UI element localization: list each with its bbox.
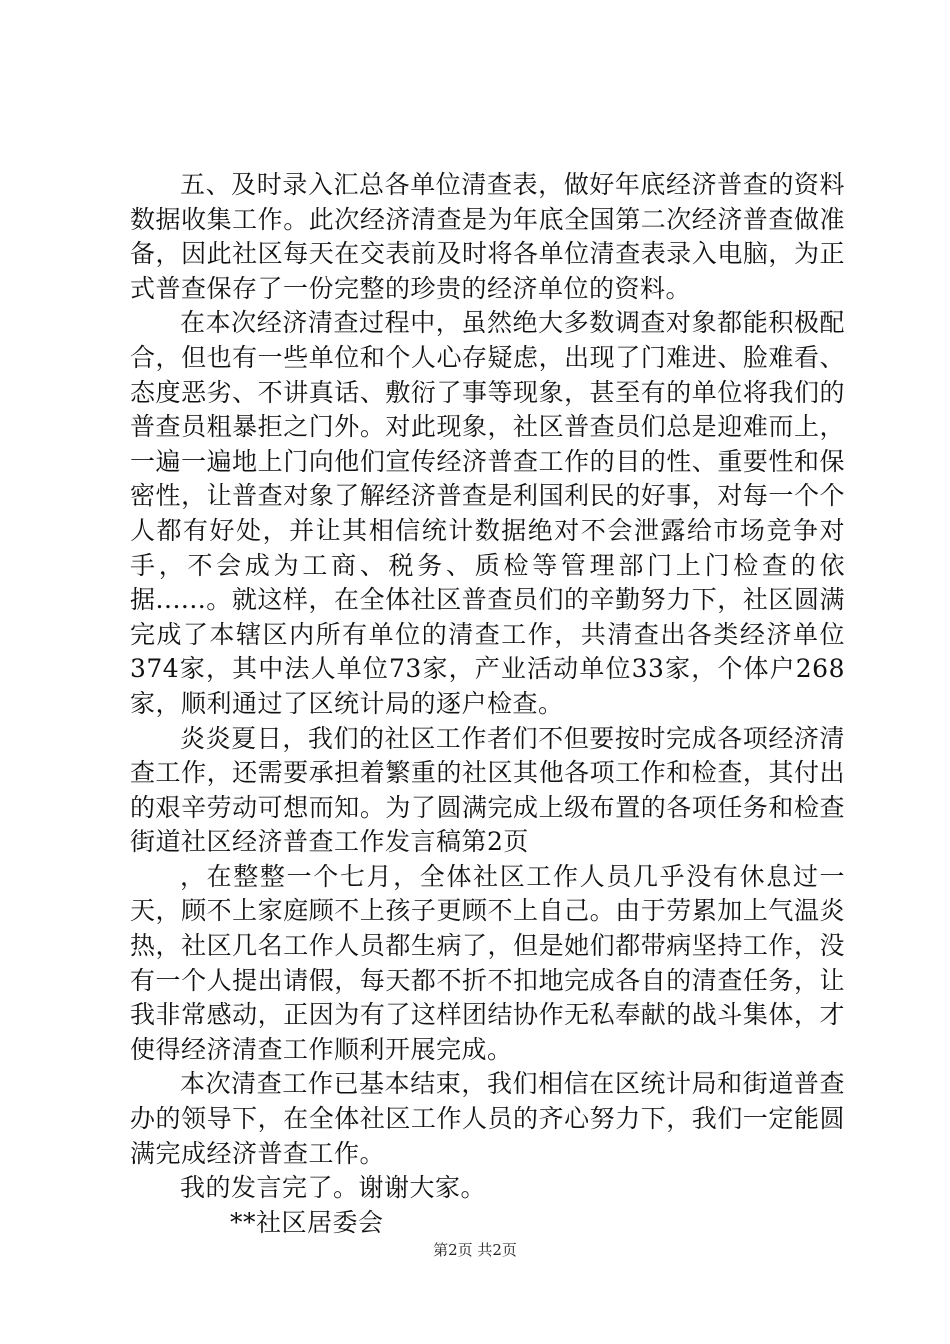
page-footer bbox=[0, 1240, 950, 1260]
paragraph-conclusion: 本次清查工作已基本结束，我们相信在区统计局和街道普查办的领导下，在全体社区工作人员的齐心努力下，我们一定能圆满完成经济普查工作。 bbox=[130, 1069, 845, 1168]
page-number: 第2页 共2页 bbox=[433, 1241, 517, 1259]
paragraph-summer-work: 炎炎夏日，我们的社区工作者们不但要按时完成各项经济清查工作，还需要承担着繁重的社区其他各项工作和检查，其付出的艰辛劳动可想而知。为了圆满完成上级布置的各项任务和检查街道社区经济普查工作发言稿第2页 bbox=[130, 723, 845, 857]
paragraph-july-effort: ，在整整一个七月，全体社区工作人员几乎没有休息过一天，顾不上家庭顾不上孩子更顾不上自己。由于劳累加上气温炎热，社区几名工作人员都生病了，但是她们都带病坚持工作，没有一个人提出请假，每天都不折不扣地完成各自的清查任务，让我非常感动，正因为有了这样团结协作无私奉献的战斗集体，才使得经济清查工作顺利开展完成。 bbox=[130, 861, 845, 1064]
paragraph-survey-process: 在本次经济清查过程中，虽然绝大多数调查对象都能积极配合，但也有一些单位和个人心存疑虑，出现了门难进、脸难看、态度恶劣、不讲真话、敷衍了事等现象，甚至有的单位将我们的普查员粗暴拒之门外。对此现象，社区普查员们总是迎难而上，一遍一遍地上门向他们宣传经济普查工作的目的性、重要性和保密性，让普查对象了解经济普查是利国利民的好事，对每一个个人都有好处，并让其相信统计数据绝对不会泄露给市场竞争对手，不会成为工商、税务、质检等管理部门上门检查的依据......。就这样，在全体社区普查员们的辛勤努力下，社区圆满完成了本辖区内所有单位的清查工作，共清查出各类经济单位374家，其中法人单位73家，产业活动单位33家，个体户268家，顺利通过了区统计局的逐户检查。 bbox=[130, 308, 845, 718]
paragraph-data-entry: 五、及时录入汇总各单位清查表，做好年底经济普查的资料数据收集工作。此次经济清查是为年底全国第二次经济普查做准备，因此社区每天在交表前及时将各单位清查表录入电脑，为正式普查保存了一份完整的珍贵的经济单位的资料。 bbox=[130, 170, 845, 303]
paragraph-closing: 我的发言完了。谢谢大家。 bbox=[180, 1173, 487, 1203]
document-body bbox=[130, 168, 845, 1240]
signature-line: **社区居委会 bbox=[230, 1207, 384, 1237]
